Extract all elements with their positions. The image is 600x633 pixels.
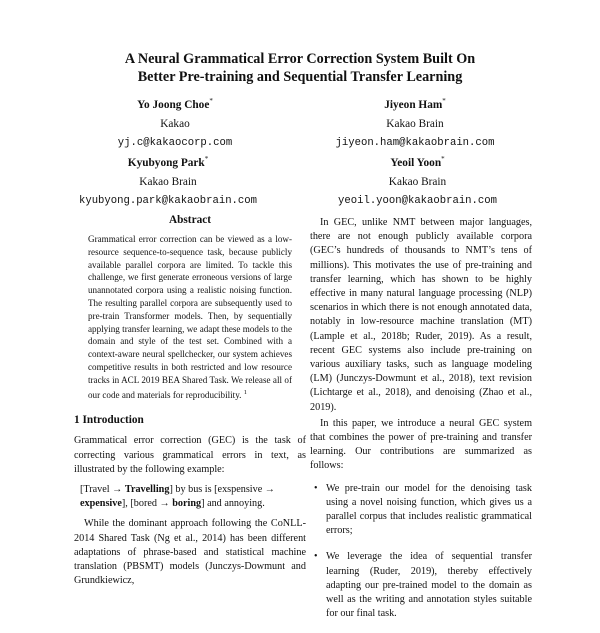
left-column bbox=[74, 214, 306, 588]
author-block-4 bbox=[305, 150, 530, 211]
contributions-list bbox=[310, 482, 532, 622]
author-name: Yeoil Yoon* bbox=[390, 155, 445, 169]
author-name: Yo Joong Choe* bbox=[137, 97, 213, 111]
author-affiliation: Kakao Brain bbox=[139, 175, 197, 188]
right-paragraph-1: In GEC, unlike NMT between major languages, there are not enough publicly available corpora (GEC’s hundreds of thousands to NMT’s tens of millions). This motivates the use of pre-training and transfer learning, which has shown to be highly effective in many natural language processing (NLP) scenarios in which there is not enough annotated data, notably in low-resource machine translation (MT) (Lample et al., 2018b; Ruder, 2019). As a result, recent GEC systems also include pre-training on various auxiliary tasks, such as language modeling (LM) (Junczys-Dowmunt et al., 2018), text revision (Lichtarge et al., 2018), and denoising (Zhao et al., 2019). bbox=[310, 217, 532, 413]
list-item: • We leverage the idea of sequential transfer learning (Ruder, 2019), thereby effectively adapting our pre-trained model to the domain as well as the writing and annotation styles suitable for our final task. bbox=[314, 551, 532, 620]
title-line-1: A Neural Grammatical Error Correction System Built On bbox=[124, 51, 476, 67]
right-paragraph-2: In this paper, we introduce a neural GEC system that combines the power of pre-training and transfer learning. Our contributions are summarized as follows: bbox=[310, 417, 532, 472]
list-item: • We pre-train our model for the denoising task using a novel noising function, which gives us a parallel corpus that includes realistic grammatical errors; bbox=[314, 482, 532, 537]
intro-paragraph-2: While the dominant approach following the CoNLL-2014 Shared Task (Ng et al., 2014) has been different adaptations of phrase-based and statistical machine translation (PBSMT) models (Junczys-Dowmunt and Grundkiewicz, bbox=[74, 518, 306, 587]
example-sentence: [Travel → Travelling] by bus is [exspensive → expensive], [bored → boring] and annoying. bbox=[80, 484, 275, 510]
author-email[interactable]: yeoil.yoon@kakaobrain.com bbox=[338, 194, 497, 207]
title-line-2: Better Pre-training and Sequential Transfer Learning bbox=[137, 69, 463, 85]
bullet-icon: • bbox=[314, 482, 318, 494]
abstract-heading: Abstract bbox=[168, 214, 212, 226]
author-affiliation: Kakao Brain bbox=[388, 175, 447, 188]
author-block-2 bbox=[300, 92, 530, 153]
author-email[interactable]: jiyeon.ham@kakaobrain.com bbox=[335, 136, 495, 149]
section-heading-introduction: 1 Introduction bbox=[74, 414, 144, 427]
author-name: Kyubyong Park* bbox=[127, 155, 209, 169]
right-column bbox=[310, 216, 532, 633]
author-block-3 bbox=[38, 150, 298, 211]
author-block-1 bbox=[90, 92, 260, 153]
author-email[interactable]: yj.c@kakaocorp.com bbox=[117, 136, 233, 149]
intro-paragraph-1: Grammatical error correction (GEC) is the task of correcting various grammatical errors in text, as illustrated by the following example: bbox=[74, 435, 306, 475]
author-email[interactable]: kyubyong.park@kakaobrain.com bbox=[78, 194, 257, 207]
bullet-icon: • bbox=[314, 551, 318, 563]
author-name: Jiyeon Ham* bbox=[384, 97, 446, 111]
author-affiliation: Kakao bbox=[160, 117, 190, 130]
paper-title bbox=[0, 50, 600, 86]
abstract-text: Grammatical error correction can be viewed as a low-resource sequence-to-sequence task, because publicly available parallel corpora are limited. To tackle this challenge, we first generate erroneous versions of large unannotated corpora using a realistic noising function. The resulting parallel corpora are subsequently used to pre-train Transformer models. Then, by sequentially applying transfer learning, we adapt these models to the domain and style of the test set. Combined with a context-aware neural spellchecker, our system achieves competitive results in both restricted and low resource tracks in ACL 2019 BEA Shared Task. We release all of our code and materials for reproducibility. $^1$ bbox=[88, 234, 292, 400]
footnote-marker: 1 bbox=[243, 388, 247, 396]
author-affiliation: Kakao Brain bbox=[386, 117, 444, 130]
